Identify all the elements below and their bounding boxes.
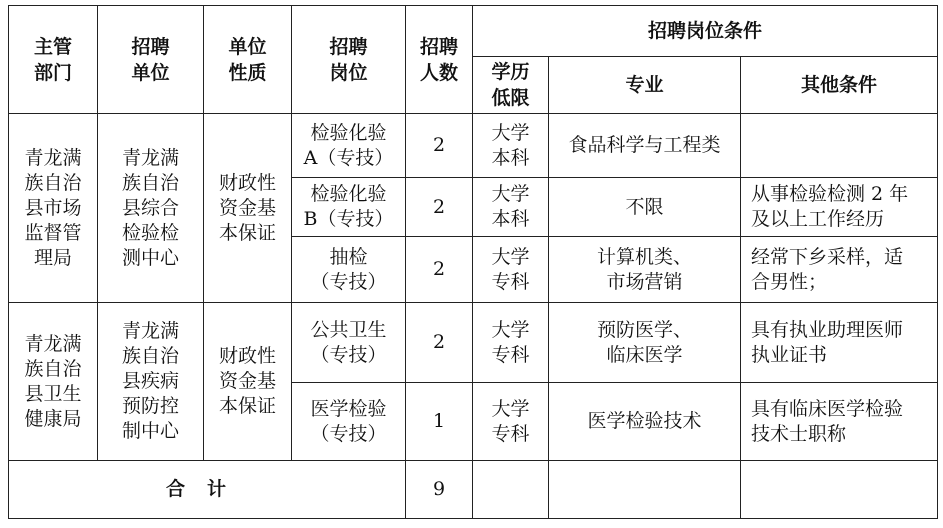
edu-cell: 大学 本科	[473, 178, 549, 237]
unit-cell: 青龙满 族自治 县综合 检验检 测中心	[98, 114, 204, 303]
total-row	[9, 461, 938, 519]
count-cell: 2	[406, 303, 473, 383]
major-cell: 不限	[549, 178, 741, 237]
edu-cell: 大学 专科	[473, 383, 549, 461]
table-row	[9, 303, 938, 383]
header-post: 招聘 岗位	[292, 6, 406, 114]
empty-cell	[473, 461, 549, 519]
post-cell: 医学检验 （专技）	[292, 383, 406, 461]
count-cell: 1	[406, 383, 473, 461]
count-cell: 2	[406, 114, 473, 178]
count-cell: 2	[406, 237, 473, 303]
count-cell: 2	[406, 178, 473, 237]
unit-cell: 青龙满 族自治 县疾病 预防控 制中心	[98, 303, 204, 461]
post-cell: 检验化验 A（专技）	[292, 114, 406, 178]
post-cell: 抽检 （专技）	[292, 237, 406, 303]
table-row	[9, 114, 938, 178]
header-unit: 招聘 单位	[98, 6, 204, 114]
recruitment-table	[8, 5, 938, 519]
empty-cell	[741, 461, 938, 519]
dept-cell: 青龙满 族自治 县市场 监督管 理局	[9, 114, 98, 303]
major-cell: 预防医学、 临床医学	[549, 303, 741, 383]
other-cell: 从事检验检测 2 年 及以上工作经历	[741, 178, 938, 237]
edu-cell: 大学 专科	[473, 237, 549, 303]
header-count: 招聘 人数	[406, 6, 473, 114]
nature-cell: 财政性 资金基 本保证	[204, 303, 292, 461]
edu-cell: 大学 本科	[473, 114, 549, 178]
post-cell: 公共卫生 （专技）	[292, 303, 406, 383]
header-edu: 学历 低限	[473, 57, 549, 114]
dept-cell: 青龙满 族自治 县卫生 健康局	[9, 303, 98, 461]
total-count: 9	[406, 461, 473, 519]
nature-cell: 财政性 资金基 本保证	[204, 114, 292, 303]
other-cell: 经常下乡采样，适 合男性；	[741, 237, 938, 303]
other-cell: 具有执业助理医师 执业证书	[741, 303, 938, 383]
header-conditions: 招聘岗位条件	[473, 6, 938, 57]
post-cell: 检验化验 B（专技）	[292, 178, 406, 237]
header-other: 其他条件	[741, 57, 938, 114]
major-cell: 食品科学与工程类	[549, 114, 741, 178]
other-cell: 具有临床医学检验 技术士职称	[741, 383, 938, 461]
header-major: 专业	[549, 57, 741, 114]
major-cell: 计算机类、 市场营销	[549, 237, 741, 303]
total-label: 合计	[9, 461, 406, 519]
header-nature: 单位 性质	[204, 6, 292, 114]
other-cell	[741, 114, 938, 178]
empty-cell	[549, 461, 741, 519]
header-row	[9, 6, 938, 57]
edu-cell: 大学 专科	[473, 303, 549, 383]
header-dept: 主管 部门	[9, 6, 98, 114]
major-cell: 医学检验技术	[549, 383, 741, 461]
